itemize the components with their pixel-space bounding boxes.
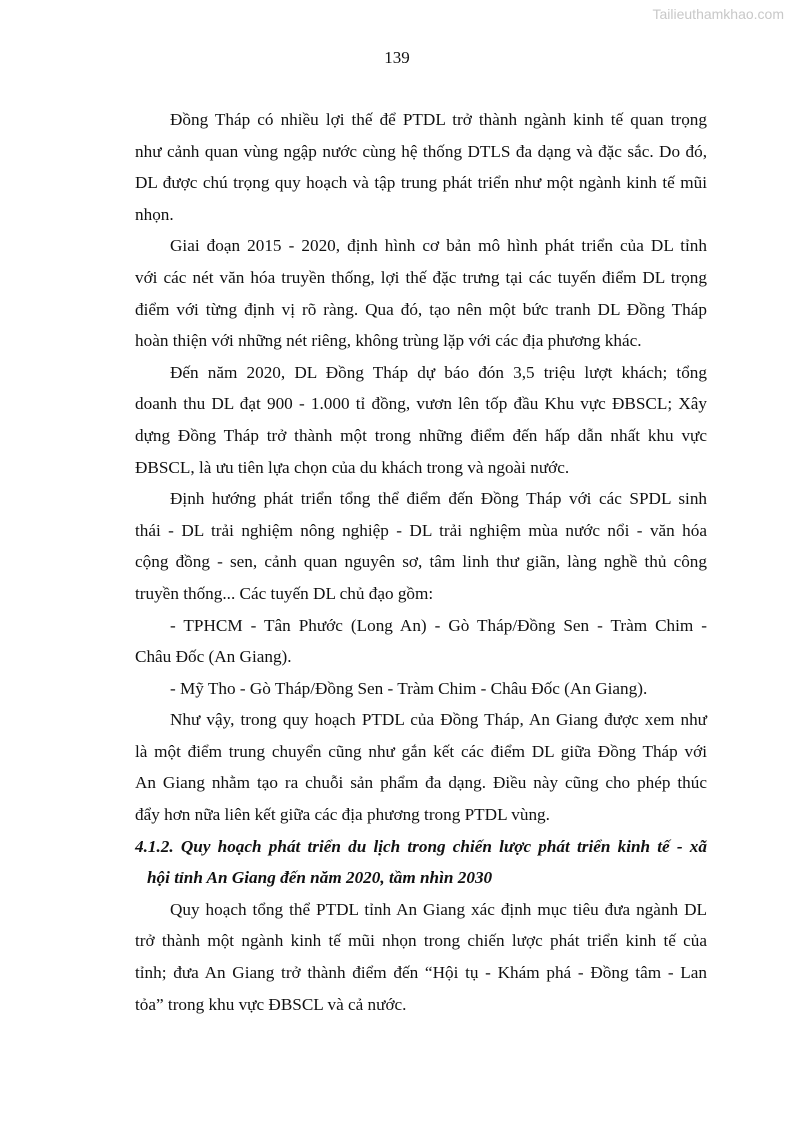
paragraph — [135, 610, 707, 673]
paragraph — [135, 357, 707, 483]
paragraph — [135, 894, 707, 1020]
text-line: ĐBSCL, là ưu tiên lựa chọn của du khách trong và ngoài nước. — [135, 457, 570, 477]
text-line: doanh thu DL đạt 900 - 1.000 tỉ đồng, vươn lên tốp đầu Khu vực ĐBSCL; Xây — [135, 394, 707, 414]
text-line: Định hướng phát triển tổng thể điểm đến Đồng Tháp với các SPDL sinh — [170, 489, 707, 509]
text-line: Đến năm 2020, DL Đồng Tháp dự báo đón 3,5 triệu lượt khách; tổng — [170, 362, 707, 382]
watermark: Tailieuthamkhao.com — [652, 6, 784, 22]
paragraph — [135, 230, 707, 356]
text-line: 4.1.2. Quy hoạch phát triển du lịch trong chiến lược phát triển kinh tế - xã — [135, 836, 707, 856]
text-line: DL được chú trọng quy hoạch và tập trung phát triển như một ngành kinh tế mũi — [135, 173, 707, 193]
text-line: Châu Đốc (An Giang). — [135, 647, 292, 667]
text-line: với các nét văn hóa truyền thống, lợi thế đặc trưng tại các tuyến điểm DL trọng — [135, 267, 707, 287]
text-line: Đồng Tháp có nhiều lợi thế để PTDL trở thành ngành kinh tế quan trọng — [170, 110, 707, 129]
text-line: đẩy hơn nữa liên kết giữa các địa phương trong PTDL vùng. — [135, 805, 550, 825]
document-body — [135, 104, 707, 1020]
text-line: cộng đồng - sen, cảnh quan nguyên sơ, tâm linh thư giãn, làng nghề thủ công — [135, 552, 707, 572]
text-line: thái - DL trải nghiệm nông nghiệp - DL trải nghiệm mùa nước nổi - văn hóa — [135, 520, 707, 540]
text-line: hoàn thiện với những nét riêng, không trùng lặp với các địa phương khác. — [135, 331, 642, 351]
text-line: - TPHCM - Tân Phước (Long An) - Gò Tháp/Đồng Sen - Tràm Chim - — [170, 615, 707, 635]
text-line: truyền thống... Các tuyến DL chủ đạo gồm: — [135, 583, 434, 603]
text-line: - Mỹ Tho - Gò Tháp/Đồng Sen - Tràm Chim - Châu Đốc (An Giang). — [170, 678, 648, 698]
text-line: An Giang nhằm tạo ra chuỗi sản phẩm đa dạng. Điều này cũng cho phép thúc — [135, 773, 707, 793]
text-line: hội tỉnh An Giang đến năm 2020, tầm nhìn 2030 — [147, 868, 493, 888]
text-line: tỏa” trong khu vực ĐBSCL và cả nước. — [135, 994, 407, 1014]
paragraph — [135, 104, 707, 230]
paragraph — [135, 673, 707, 705]
text-line: trở thành một ngành kinh tế mũi nhọn trong chiến lược phát triển kinh tế của — [135, 931, 707, 951]
text-line: tỉnh; đưa An Giang trở thành điểm đến “Hội tụ - Khám phá - Đồng tâm - Lan — [135, 963, 707, 983]
paragraph — [135, 483, 707, 609]
text-line: Như vậy, trong quy hoạch PTDL của Đồng Tháp, An Giang được xem như — [170, 710, 707, 730]
section-heading — [135, 831, 707, 894]
text-line: như cảnh quan vùng ngập nước cùng hệ thống DTLS đa dạng và đặc sắc. Do đó, — [135, 141, 707, 161]
text-line: nhọn. — [135, 204, 174, 224]
text-line: Quy hoạch tổng thể PTDL tỉnh An Giang xác định mục tiêu đưa ngành DL — [170, 899, 707, 919]
text-line: điểm với từng định vị rõ ràng. Qua đó, tạo nên một bức tranh DL Đồng Tháp — [135, 299, 707, 319]
paragraph — [135, 704, 707, 830]
text-line: là một điểm trung chuyển cũng như gắn kết các điểm DL giữa Đồng Tháp với — [135, 741, 707, 761]
text-line: dựng Đồng Tháp trở thành một trong những điểm đến hấp dẫn nhất khu vực — [135, 425, 707, 445]
text-line: Giai đoạn 2015 - 2020, định hình cơ bản mô hình phát triển của DL tỉnh — [170, 236, 707, 256]
page-number: 139 — [384, 48, 410, 67]
